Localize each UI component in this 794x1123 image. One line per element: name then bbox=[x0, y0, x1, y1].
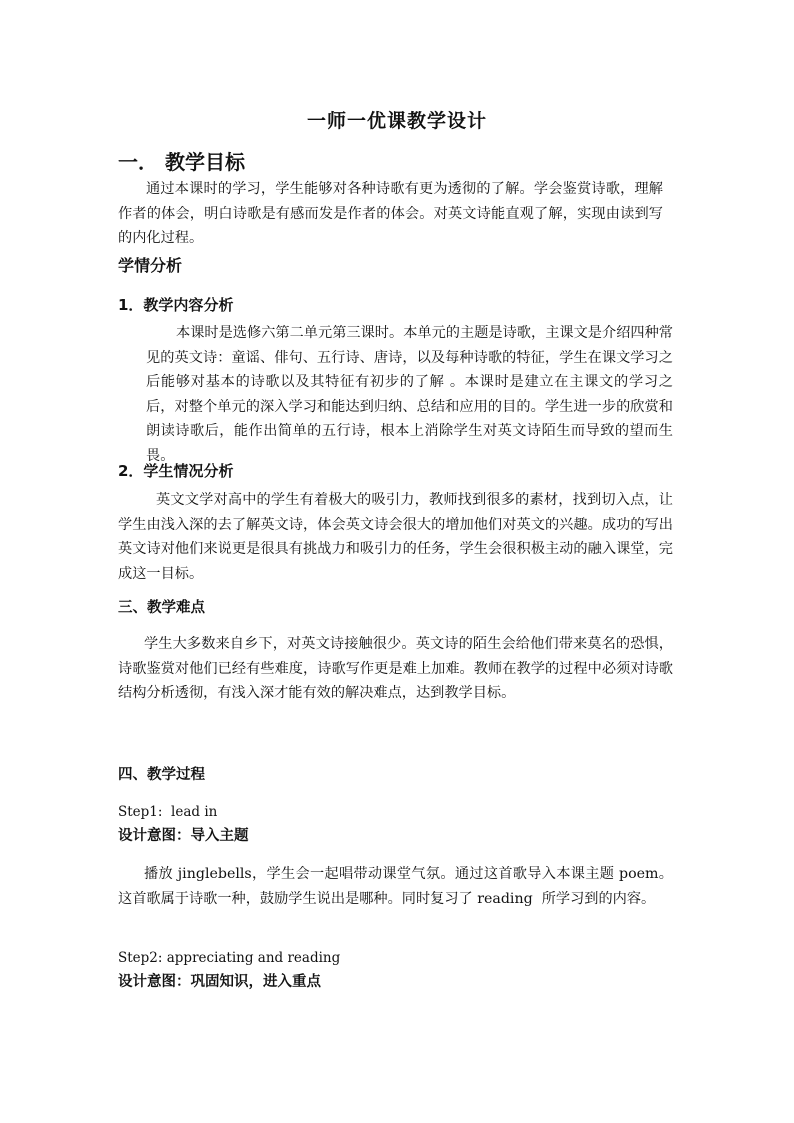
section-heading-difficulties: 三、教学难点 bbox=[118, 600, 205, 616]
subheading-student-analysis: 2．学生情况分析 bbox=[118, 462, 234, 480]
step1-intent: 设计意图：导入主题 bbox=[118, 828, 249, 844]
section-heading-learning-analysis: 学情分析 bbox=[118, 256, 183, 275]
subheading-content-analysis: 1．教学内容分析 bbox=[118, 296, 234, 314]
step2-intent: 设计意图：巩固知识，进入重点 bbox=[118, 974, 321, 990]
content-analysis-text: 本课时是选修六第二单元第三课时。本单元的主题是诗歌，主课文是介绍四种常见的英文诗：童谣、俳句、五行诗、唐诗，以及每种诗歌的特征，学生在课文学习之后能够对基本的诗歌以及其特征有初步的了解 。本课时是建立在主课文的学习之后，对整个单元的深入学习和能达到归纳、总结和应用的目的。学生进一步的欣赏和朗读诗歌后，能作出简单的五行诗，根本上消除学生对英文诗陌生而导致的望而生畏。 bbox=[146, 325, 673, 464]
section-heading-teaching-process: 四、教学过程 bbox=[118, 767, 205, 783]
step1-text: 播放 jinglebells，学生会一起唱带动课堂气氛。通过这首歌导入本课主题 poem。这首歌属于诗歌一种，鼓励学生说出是哪种。同时复习了 reading 所学习到的内容。 bbox=[118, 866, 673, 907]
student-analysis-text: 英文文学对高中的学生有着极大的吸引力，教师找到很多的素材，找到切入点，让学生由浅入深的去了解英文诗，体会英文诗会很大的增加他们对英文的兴趣。成功的写出英文诗对他们来说更是很具有挑战力和吸引力的任务，学生会很积极主动的融入课堂，完成这一目标。 bbox=[118, 492, 673, 582]
difficulties-text: 学生大多数来自乡下，对英文诗接触很少。英文诗的陌生会给他们带来莫名的恐惧，诗歌鉴赏对他们已经有些难度，诗歌写作更是难上加难。教师在教学的过程中必须对诗歌结构分析透彻，有浅入深才能有效的解决难点，达到教学目标。 bbox=[118, 636, 673, 701]
step2-title: Step2: appreciating and reading bbox=[118, 950, 341, 966]
step1-title: Step1: lead in bbox=[118, 804, 218, 820]
teaching-goals-text: 通过本课时的学习，学生能够对各种诗歌有更为透彻的了解。学会鉴赏诗歌，理解作者的体会，明白诗歌是有感而发是作者的体会。对英文诗能直观了解，实现由读到写的内化过程。 bbox=[118, 181, 663, 246]
section-heading-teaching-goals: 一． 教学目标 bbox=[118, 150, 245, 174]
document-title: 一师一优课教学设计 bbox=[306, 110, 487, 132]
